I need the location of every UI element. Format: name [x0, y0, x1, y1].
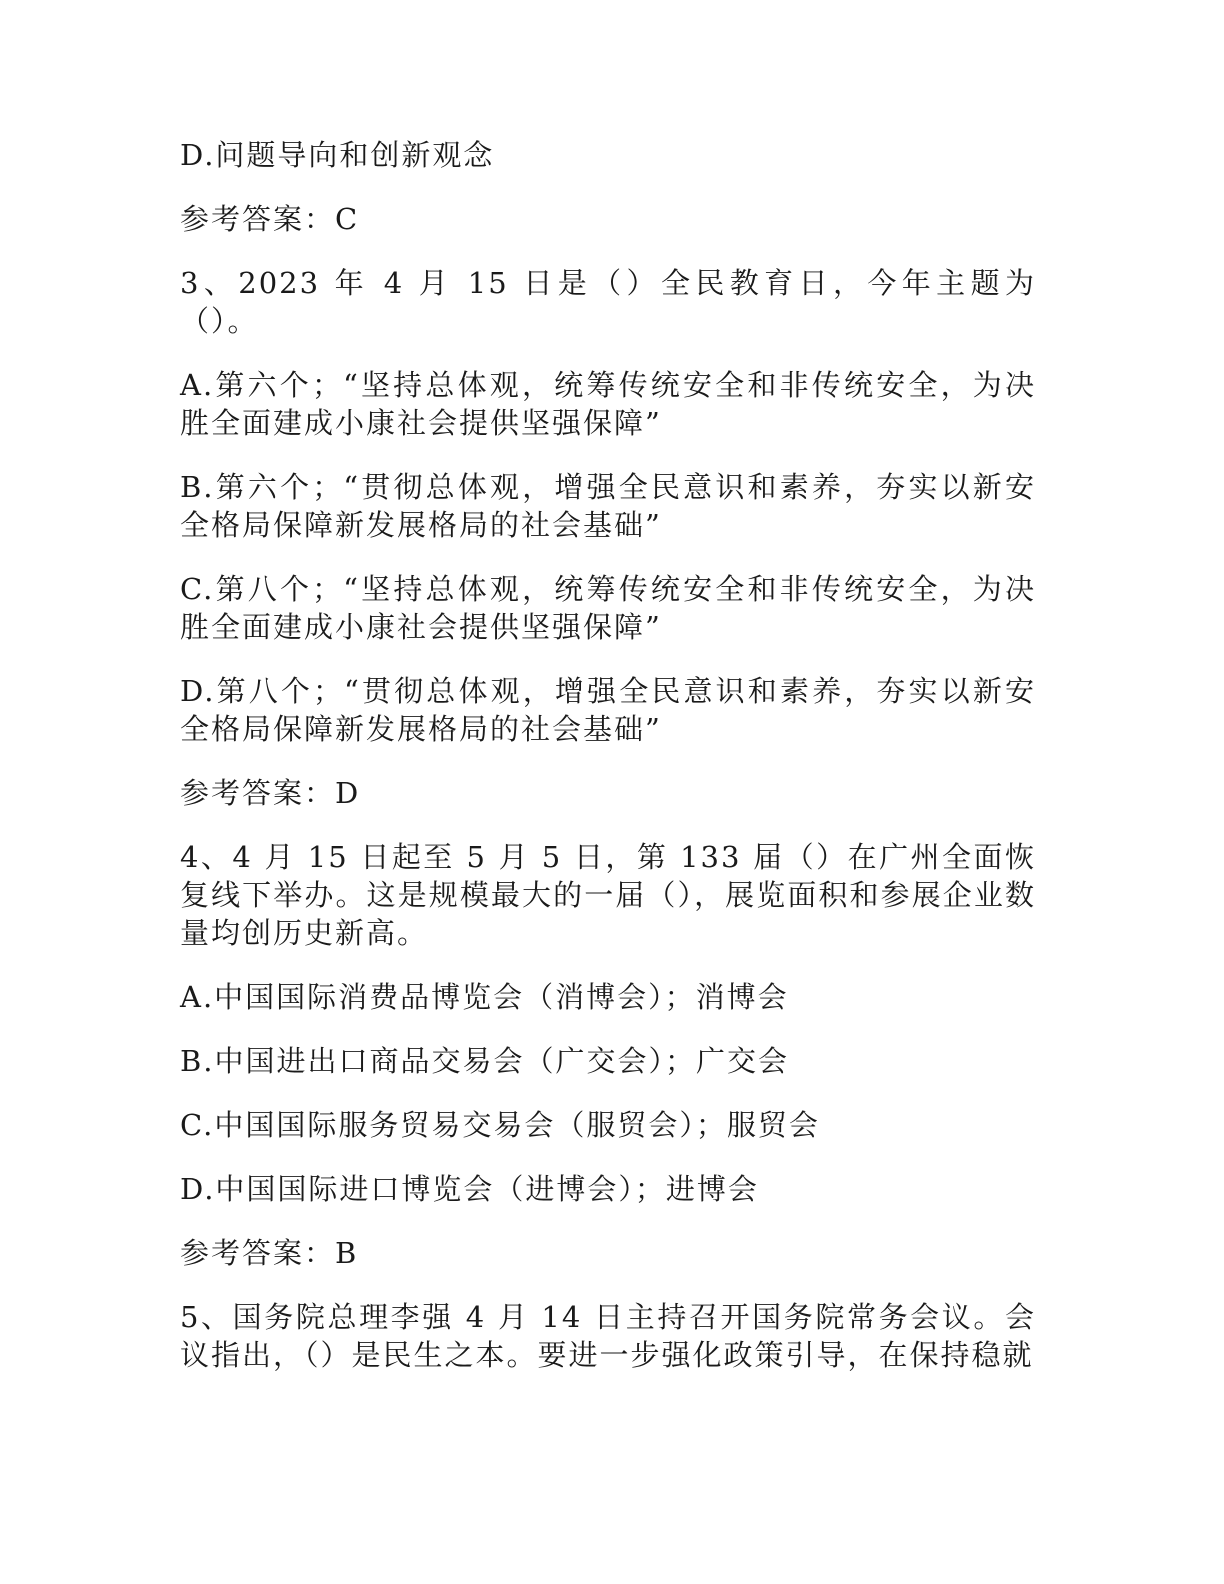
q3-option-c: C.第八个；“坚持总体观，统筹传统安全和非传统安全，为决胜全面建成小康社会提供坚强保障”	[180, 572, 1036, 644]
q5-question: 5、国务院总理李强 4 月 14 日主持召开国务院常务会议。会议指出，（）是民生之本。要进一步强化政策引导，在保持稳就	[180, 1300, 1036, 1372]
q4-option-a: A.中国国际消费品博览会（消博会）；消博会	[180, 980, 789, 1014]
q3-option-a: A.第六个；“坚持总体观，统筹传统安全和非传统安全，为决胜全面建成小康社会提供坚强保障”	[180, 368, 1036, 440]
q3-option-b: B.第六个；“贯彻总体观，增强全民意识和素养，夯实以新安全格局保障新发展格局的社会基础”	[180, 470, 1036, 542]
q4-question: 4、4 月 15 日起至 5 月 5 日，第 133 届（）在广州全面恢复线下举办。这是规模最大的一届（），展览面积和参展企业数量均创历史新高。	[180, 840, 1036, 950]
q2-answer: 参考答案：C	[180, 202, 360, 236]
q3-question: 3、2023 年 4 月 15 日是（）全民教育日，今年主题为（）。	[180, 266, 1036, 338]
q4-option-b: B.中国进出口商品交易会（广交会）；广交会	[180, 1044, 790, 1078]
q3-option-d: D.第八个；“贯彻总体观，增强全民意识和素养，夯实以新安全格局保障新发展格局的社会基础”	[180, 674, 1036, 746]
q4-option-c: C.中国国际服务贸易交易会（服贸会）；服贸会	[180, 1108, 820, 1142]
q4-answer: 参考答案：B	[180, 1236, 359, 1270]
q4-option-d: D.中国国际进口博览会（进博会）；进博会	[180, 1172, 759, 1206]
q2-option-d: D.问题导向和创新观念	[180, 138, 495, 172]
q3-answer: 参考答案：D	[180, 776, 361, 810]
document-body	[180, 136, 1036, 1400]
